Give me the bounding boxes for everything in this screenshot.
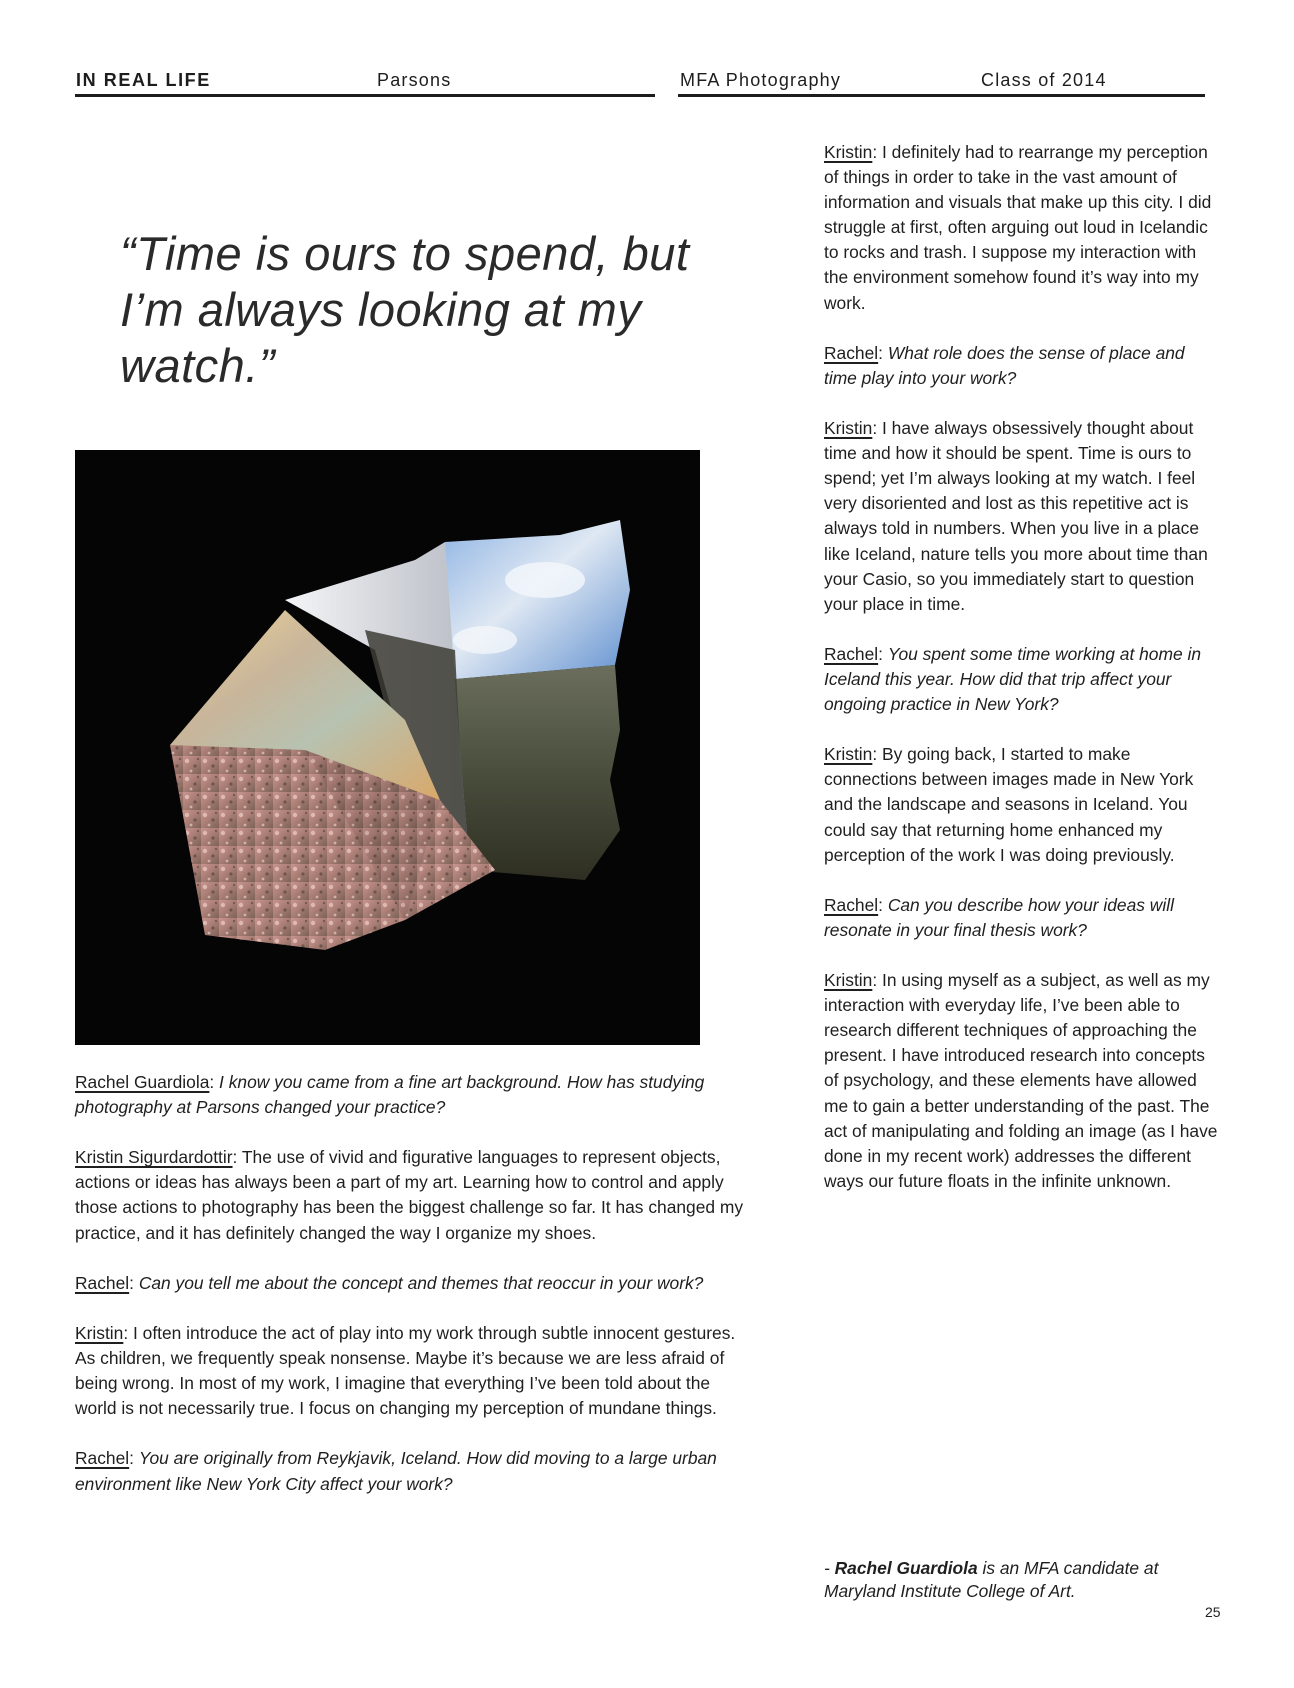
byline-name: Rachel Guardiola bbox=[834, 1558, 978, 1578]
folded-photo-collage-icon bbox=[75, 450, 700, 1045]
speaker-separator: : bbox=[872, 142, 882, 162]
interview-left-column bbox=[75, 1070, 755, 1522]
interview-paragraph bbox=[824, 416, 1219, 617]
question-text: You spent some time working at home in Iceland this year. How did that trip affect your ongoing practice in New York? bbox=[824, 643, 1202, 715]
interview-paragraph bbox=[824, 893, 1219, 943]
artwork-image bbox=[75, 450, 700, 1045]
header-rule-left bbox=[75, 94, 655, 97]
interview-paragraph bbox=[75, 1145, 755, 1245]
byline-suffix: is an MFA candidate at Maryland Institute College of Art. bbox=[824, 1558, 1159, 1601]
interview-paragraph bbox=[824, 140, 1219, 316]
class-year: Class of 2014 bbox=[981, 70, 1107, 90]
speaker-name: Rachel bbox=[824, 894, 879, 915]
interview-paragraph bbox=[824, 742, 1219, 867]
page-number: 25 bbox=[1205, 1604, 1221, 1620]
answer-text: The use of vivid and figurative languages to represent objects, actions or ideas has always been a part of my art. Learning how to control and apply those actions to photography has been the biggest challenge so far. It has changed my practice, and it has definitely changed the way I organize my shoes. bbox=[75, 1147, 744, 1243]
publication-title: IN REAL LIFE bbox=[76, 70, 211, 90]
interview-paragraph bbox=[75, 1446, 755, 1496]
speaker-name: Kristin bbox=[824, 744, 873, 765]
interview-paragraph bbox=[75, 1321, 755, 1421]
interview-right-column bbox=[824, 140, 1219, 1219]
speaker-name: Kristin Sigurdardottir bbox=[75, 1147, 233, 1168]
speaker-separator: : bbox=[878, 894, 888, 915]
speaker-name: Rachel bbox=[75, 1272, 130, 1293]
speaker-separator: : bbox=[878, 643, 888, 664]
interview-paragraph bbox=[824, 968, 1219, 1194]
speaker-separator: : bbox=[872, 744, 882, 765]
program-name: MFA Photography bbox=[680, 70, 842, 90]
speaker-name: Kristin bbox=[824, 970, 873, 991]
answer-text: In using myself as a subject, as well as my interaction with everyday life, I’ve been able to research different techniques of approaching the present. I have introduced research into concepts of psychology, and these elements have allowed me to gain a better understanding of the past. The act of manipulating and folding an image (as I have done in my recent work) addresses the different ways our future floats in the infinite unknown. bbox=[824, 970, 1218, 1191]
speaker-separator: : bbox=[872, 418, 882, 439]
byline-prefix: - bbox=[824, 1558, 835, 1578]
speaker-name: Rachel Guardiola bbox=[75, 1072, 210, 1092]
question-text: Can you describe how your ideas will resonate in your final thesis work? bbox=[824, 894, 1174, 940]
author-byline bbox=[824, 1557, 1219, 1603]
speaker-separator: : bbox=[232, 1147, 242, 1168]
interview-paragraph bbox=[75, 1271, 755, 1296]
interview-paragraph bbox=[75, 1070, 755, 1120]
speaker-name: Kristin bbox=[75, 1322, 124, 1343]
header-rule-right bbox=[678, 94, 1205, 97]
speaker-separator: : bbox=[872, 970, 882, 991]
interview-paragraph bbox=[824, 642, 1219, 717]
speaker-separator: : bbox=[123, 1322, 133, 1343]
question-text: What role does the sense of place and time play into your work? bbox=[824, 342, 1185, 388]
answer-text: I have always obsessively thought about time and how it should be spent. Time is ours to spend; yet I’m always looking at my watch. I feel very disoriented and lost as this repetitive act is always told in numbers. When you live in a place like Iceland, nature tells you more about time than your Casio, so you immediately start to question your place in time. bbox=[824, 418, 1208, 614]
speaker-separator: : bbox=[129, 1272, 139, 1293]
question-text: You are originally from Reykjavik, Iceland. How did moving to a large urban environment like New York City affect your work? bbox=[75, 1448, 717, 1494]
answer-text: I definitely had to rearrange my perception of things in order to take in the vast amount of information and visuals that make up this city. I did struggle at first, often arguing out loud in Icelandic to rocks and trash. I suppose my interaction with the environment somehow found it’s way into my work. bbox=[824, 142, 1212, 313]
speaker-name: Rachel bbox=[75, 1448, 130, 1469]
interview-paragraph bbox=[824, 341, 1219, 391]
speaker-name: Rachel bbox=[824, 643, 879, 664]
answer-text: I often introduce the act of play into my work through subtle innocent gestures. As children, we frequently speak nonsense. Maybe it’s because we are less afraid of being wrong. In most of my work, I imagine that everything I’ve been told about the world is not necessarily true. I focus on changing my perception of mundane things. bbox=[75, 1322, 736, 1419]
answer-text: By going back, I started to make connections between images made in New York and the landscape and seasons in Iceland. You could say that returning home enhanced my perception of the work I was doing previously. bbox=[824, 744, 1194, 865]
question-text: Can you tell me about the concept and themes that reoccur in your work? bbox=[138, 1272, 704, 1293]
speaker-name: Kristin bbox=[824, 418, 873, 439]
question-text: I know you came from a fine art background. How has studying photography at Parsons changed your practice? bbox=[75, 1072, 705, 1118]
speaker-name: Rachel bbox=[824, 342, 879, 363]
speaker-name: Kristin bbox=[824, 142, 873, 162]
pull-quote: “Time is ours to spend, but I’m always looking at my watch.” bbox=[120, 227, 690, 392]
speaker-separator: : bbox=[209, 1072, 220, 1092]
school-name: Parsons bbox=[377, 70, 452, 90]
speaker-separator: : bbox=[129, 1448, 139, 1469]
speaker-separator: : bbox=[878, 342, 888, 363]
